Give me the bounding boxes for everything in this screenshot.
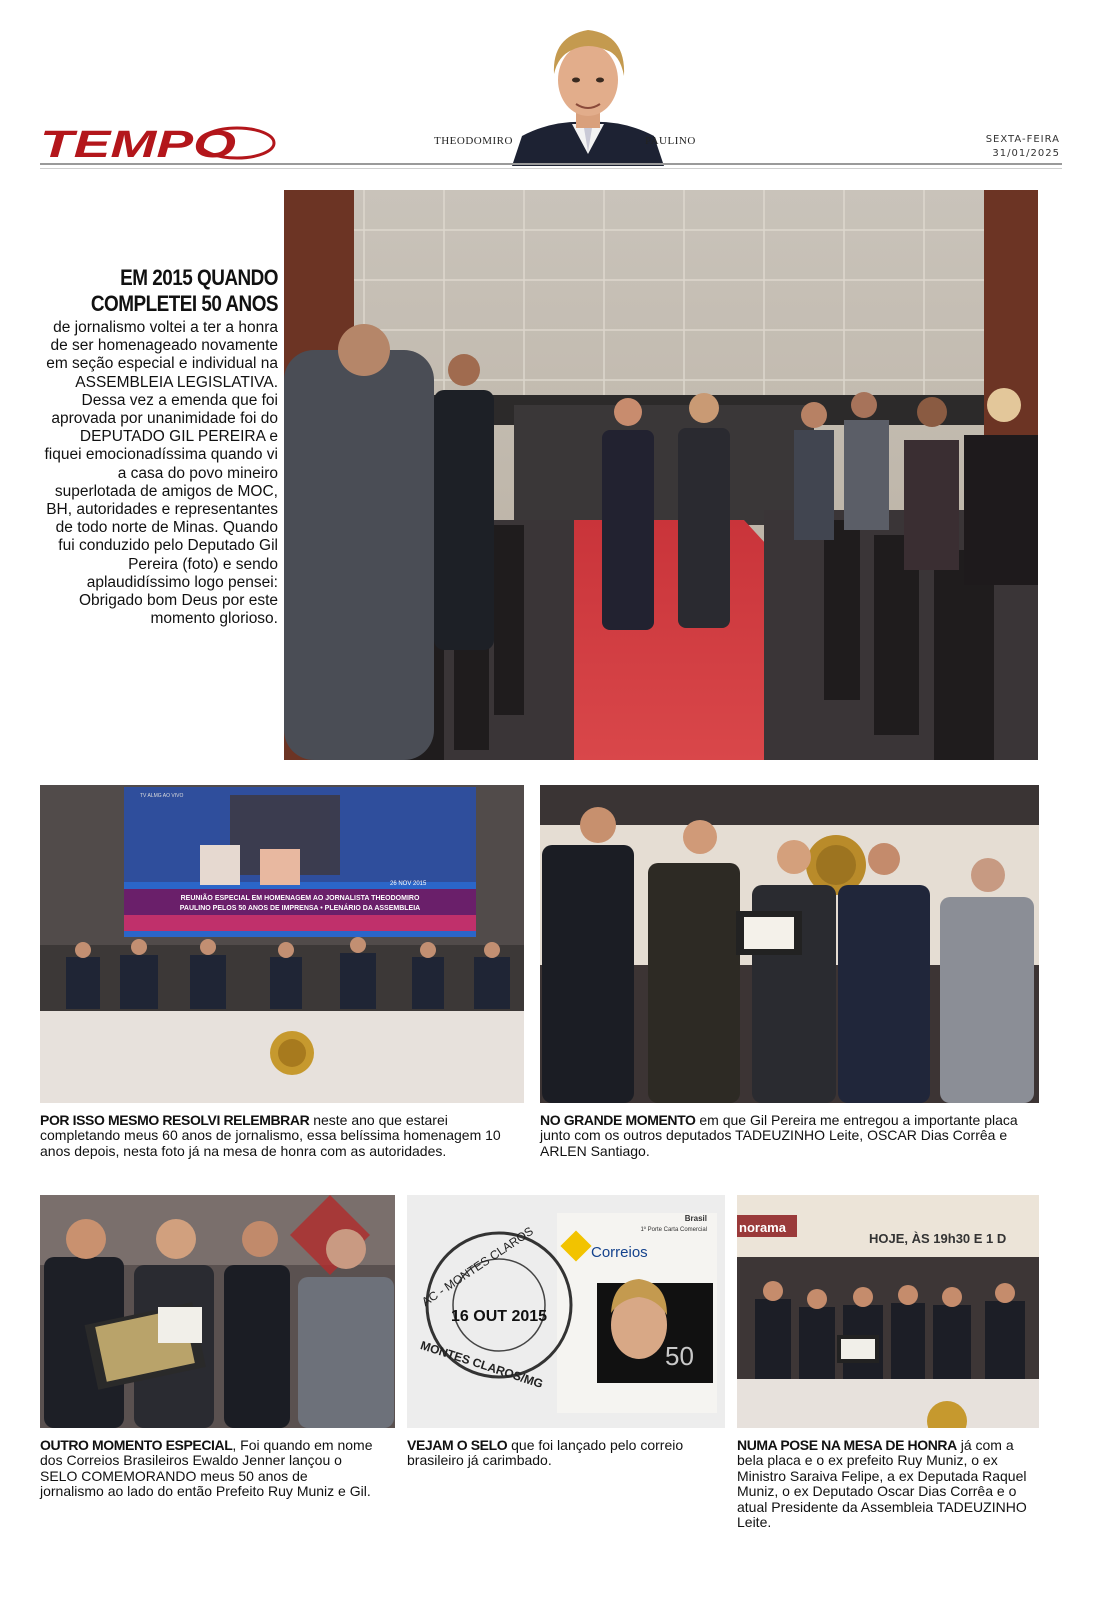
caption-honor-table-pose — [737, 1438, 1039, 1530]
screen-tag: TV ALMG AO VIVO — [140, 793, 184, 799]
stamp-brand: Correios — [591, 1244, 648, 1261]
photo-stamp-launch — [40, 1195, 395, 1428]
caption-honor-table — [40, 1113, 526, 1159]
caption-plaque-delivery — [540, 1113, 1039, 1159]
caption-honor-table-pose-kicker: NUMA POSE NA MESA DE HONRA — [737, 1437, 957, 1453]
caption-honor-table-text: neste ano que estarei completando meus 60 anos de jornalismo, essa belíssima homenagem 10 anos depois, nesta foto já na mesa de honra com as autoridades. — [40, 1112, 501, 1159]
banner-brand: norama — [739, 1220, 786, 1235]
caption-stamp-launch — [40, 1438, 375, 1500]
screen-date: 26 NOV 2015 — [390, 881, 427, 887]
masthead-logo — [40, 124, 276, 162]
photo-honor-table — [40, 785, 524, 1103]
issue-date: 31/01/2025 — [992, 148, 1060, 159]
stamp-number: 50 — [665, 1341, 694, 1371]
caption-stamp-kicker: VEJAM O SELO — [407, 1437, 508, 1453]
screen-caption-line-1: REUNIÃO ESPECIAL EM HOMENAGEM AO JORNALISTA THEODOMIRO — [180, 895, 420, 902]
caption-honor-table-kicker: POR ISSO MESMO RESOLVI RELEMBRAR — [40, 1112, 310, 1128]
banner-text: HOJE, ÀS 19h30 E 1 D — [869, 1231, 1007, 1246]
lead-body: de jornalismo voltei a ter a honra de ser homenageado novamente em seção especial e individual na ASSEMBLEIA LEGISLATIVA. Dessa vez a emenda que foi aprovada por unanimidade foi do DEPUTADO GIL PEREIRA e fiquei emocionadíssima quando vi a casa do povo mineiro superlotada de amigos de MOC, BH, autoridades e representantes de todo norte de Minas. Quando fui conduzido pelo Deputado Gil Pereira (foto) e sendo aplaudidíssimo logo pensei: Obrigado bom Deus por este momento glorioso. — [44, 319, 278, 628]
header-rule-thin — [40, 168, 1062, 169]
weekday: SEXTA-FEIRA — [985, 134, 1060, 145]
caption-stamp-launch-text: , Foi quando em nome dos Correios Brasileiros Ewaldo Jenner lançou o SELO COMEMORANDO meus 50 anos de jornalismo ao lado do então Prefeito Ruy Muniz e Gil. — [40, 1437, 373, 1500]
photo-plenary-entrance — [284, 190, 1038, 760]
masthead-logo-text: TEMPO — [40, 124, 236, 162]
caption-plaque-delivery-kicker: NO GRANDE MOMENTO — [540, 1112, 696, 1128]
postmark-top: AC - MONTES CLAROS — [419, 1223, 536, 1309]
photo-plaque-delivery — [540, 785, 1039, 1103]
lead-headline-line-2: COMPLETEI 50 ANOS — [90, 291, 278, 316]
caption-stamp-text: que foi lançado pelo correio brasileiro já carimbado. — [407, 1437, 684, 1469]
postmark-date: 16 OUT 2015 — [451, 1308, 548, 1325]
dateline — [986, 133, 1060, 161]
caption-stamp-launch-kicker: OUTRO MOMENTO ESPECIAL — [40, 1437, 233, 1453]
caption-honor-table-pose-text: já com a bela placa e o ex prefeito Ruy Muniz, o ex Ministro Saraiva Felipe, a ex Deputada Raquel Muniz, o ex Deputado Oscar Dias Corrêa e o atual Presidente da Assembleia TADEUZINHO Leite. — [737, 1437, 1027, 1531]
header-rule — [40, 163, 1062, 165]
lead-headline-line-1: EM 2015 QUANDO — [120, 265, 278, 290]
columnist-last-name: PAULINO — [645, 135, 696, 147]
postmark-bottom: MONTES CLAROS/MG — [418, 1338, 545, 1392]
photo-honor-table-pose — [737, 1195, 1039, 1428]
columnist-portrait — [512, 24, 664, 166]
columnist-first-name: THEODOMIRO — [434, 135, 513, 147]
caption-plaque-delivery-text: em que Gil Pereira me entregou a importante placa junto com os outros deputados TADEUZINHO Leite, OSCAR Dias Corrêa e ARLEN Santiago. — [540, 1112, 1018, 1159]
lead-article — [40, 265, 278, 628]
stamp-country: Brasil — [684, 1214, 707, 1223]
screen-caption-line-2: PAULINO PELOS 50 ANOS DE IMPRENSA • PLENÁRIO DA ASSEMBLEIA — [179, 905, 421, 912]
photo-stamp — [407, 1195, 725, 1428]
stamp-class: 1º Porte Carta Comercial — [640, 1227, 707, 1233]
caption-stamp — [407, 1438, 725, 1469]
